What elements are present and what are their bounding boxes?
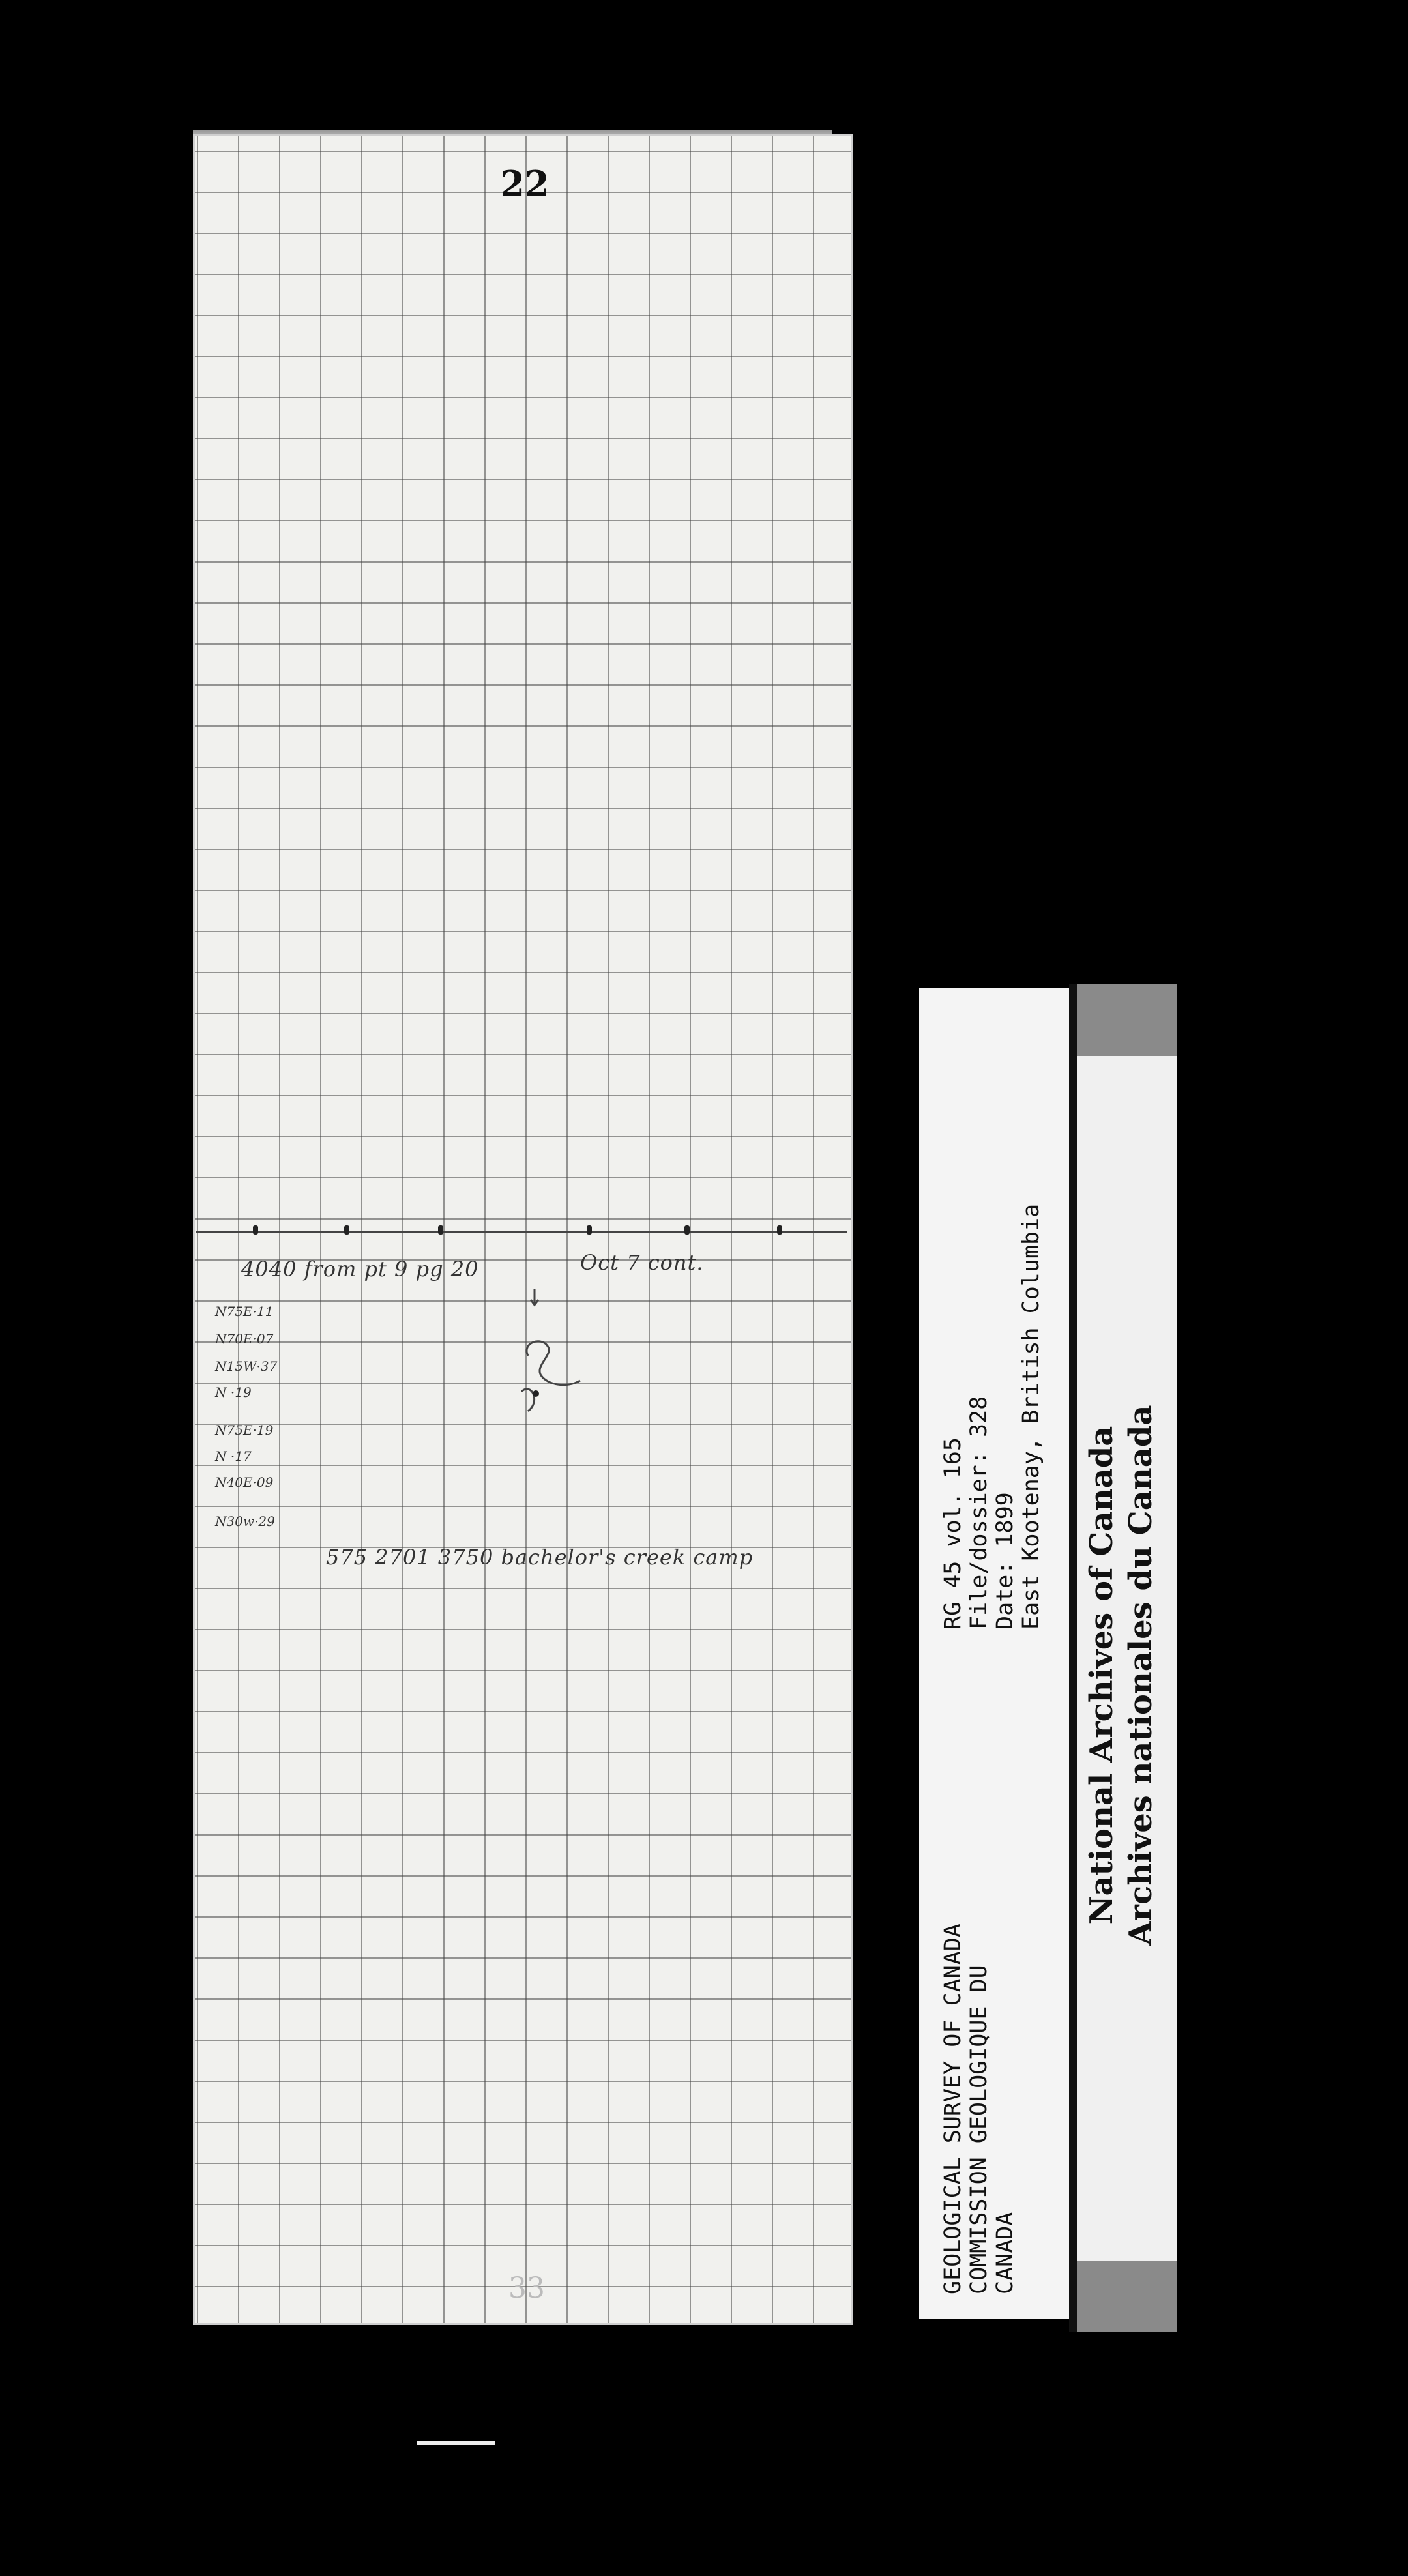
bearing-entry: N30w·29 [215, 1514, 275, 1529]
fold-mark [587, 1225, 592, 1235]
label-line: East Kootenay, British Columbia [1018, 1203, 1044, 1630]
scan-artifact [417, 2441, 495, 2445]
label-line: CANADA [992, 2212, 1018, 2294]
bearing-entry: N ·19 [215, 1384, 252, 1400]
fold-mark [777, 1225, 782, 1235]
bearing-entry: N ·17 [215, 1448, 252, 1464]
page-fold-line [196, 1231, 847, 1233]
label-line: COMMISSION GEOLOGIQUE DU [966, 1965, 992, 2294]
handwritten-header-note: 4040 from pt 9 pg 20 [241, 1257, 479, 1281]
label-line: GEOLOGICAL SURVEY OF CANADA [940, 1924, 966, 2294]
fold-mark [253, 1225, 258, 1235]
bearing-entry: N75E·11 [215, 1304, 274, 1319]
faint-page-footer: 33 [508, 2272, 545, 2305]
label-line: File/dossier: 328 [966, 1396, 992, 1630]
label-line: Date: 1899 [992, 1492, 1018, 1630]
bearing-entry: N75E·19 [215, 1422, 274, 1438]
strip-end-cap [1069, 2261, 1177, 2332]
archive-label-text [940, 991, 1070, 2294]
handwritten-date-note: Oct 7 cont. [580, 1250, 704, 1275]
fold-mark [438, 1225, 443, 1235]
archive-strip-line: Archives nationales du Canada [1122, 1405, 1159, 1946]
bearing-entry: N40E·09 [215, 1474, 274, 1490]
archive-strip-line: National Archives of Canada [1083, 1426, 1120, 1925]
notebook-page [193, 134, 853, 2325]
label-right-column [940, 1204, 1044, 1630]
strip-edge-shadow [1069, 984, 1077, 2332]
fold-mark [344, 1225, 349, 1235]
fold-mark [684, 1225, 690, 1235]
strip-end-cap [1069, 984, 1177, 1056]
bearing-entry: N15W·37 [215, 1358, 278, 1374]
archive-strip-text [1082, 1121, 1180, 2229]
page-number: 22 [500, 163, 550, 205]
bearing-entry: N70E·07 [215, 1331, 274, 1347]
handwritten-bottom-note: 575 2701 3750 bachelor's creek camp [326, 1545, 754, 1570]
field-sketch [495, 1278, 600, 1434]
label-line: RG 45 vol. 165 [940, 1437, 966, 1630]
label-left-column [940, 1924, 1018, 2294]
